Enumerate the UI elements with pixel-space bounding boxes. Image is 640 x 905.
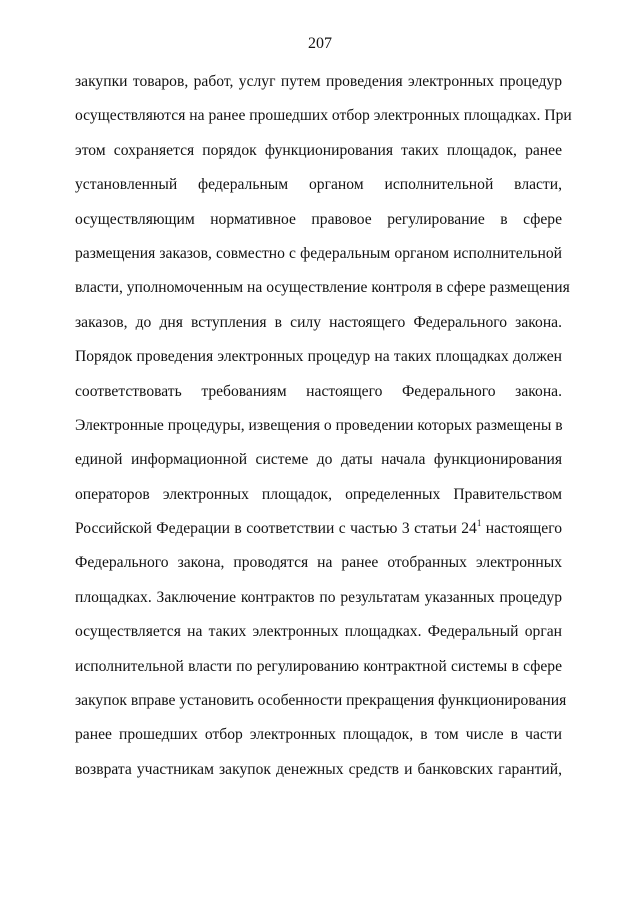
text-line: Электронные процедуры, извещения о проведении которых размещены в xyxy=(75,416,563,434)
text-line: Федерального закона, проводятся на ранее отобранных электронных xyxy=(75,554,562,572)
text-line: осуществляются на ранее прошедших отбор электронных площадках. При xyxy=(75,107,572,125)
text-line: операторов электронных площадок, определенных Правительством xyxy=(75,485,562,503)
text-line: осуществляющим нормативное правовое регулирование в сфере xyxy=(75,210,562,228)
text-line: Порядок проведения электронных процедур на таких площадках должен xyxy=(75,348,562,366)
text-line: соответствовать требованиям настоящего Федерального закона. xyxy=(75,382,562,400)
text-line: размещения заказов, совместно с федеральным органом исполнительной xyxy=(75,244,562,262)
text-line: площадках. Заключение контрактов по результатам указанных процедур xyxy=(75,588,562,606)
text-segment: настоящего xyxy=(481,520,562,538)
text-line-with-superscript xyxy=(75,519,562,553)
text-line: закупки товаров, работ, услуг путем проведения электронных процедур xyxy=(75,73,562,90)
body-text xyxy=(75,72,572,794)
text-line: установленный федеральным органом исполнительной власти, xyxy=(75,176,562,194)
text-line: единой информационной системе до даты начала функционирования xyxy=(75,451,562,469)
text-line: заказов, до дня вступления в силу настоящего Федерального закона. xyxy=(75,313,562,331)
page-number: 207 xyxy=(308,35,332,52)
text-segment: Российской Федерации в соответствии с частью 3 статьи 24 xyxy=(75,520,477,538)
text-line: возврата участникам закупок денежных средств и банковских гарантий, xyxy=(75,760,562,778)
text-line: этом сохраняется порядок функционирования таких площадок, ранее xyxy=(75,141,562,159)
superscript: 1 xyxy=(476,517,482,528)
text-line: ранее прошедших отбор электронных площадок, в том числе в части xyxy=(75,726,562,744)
text-line: власти, уполномоченным на осуществление контроля в сфере размещения xyxy=(75,279,570,297)
text-line: исполнительной власти по регулированию контрактной системы в сфере xyxy=(75,657,562,675)
text-line: осуществляется на таких электронных площадках. Федеральный орган xyxy=(75,623,562,641)
text-line: закупок вправе установить особенности прекращения функционирования xyxy=(75,692,567,710)
